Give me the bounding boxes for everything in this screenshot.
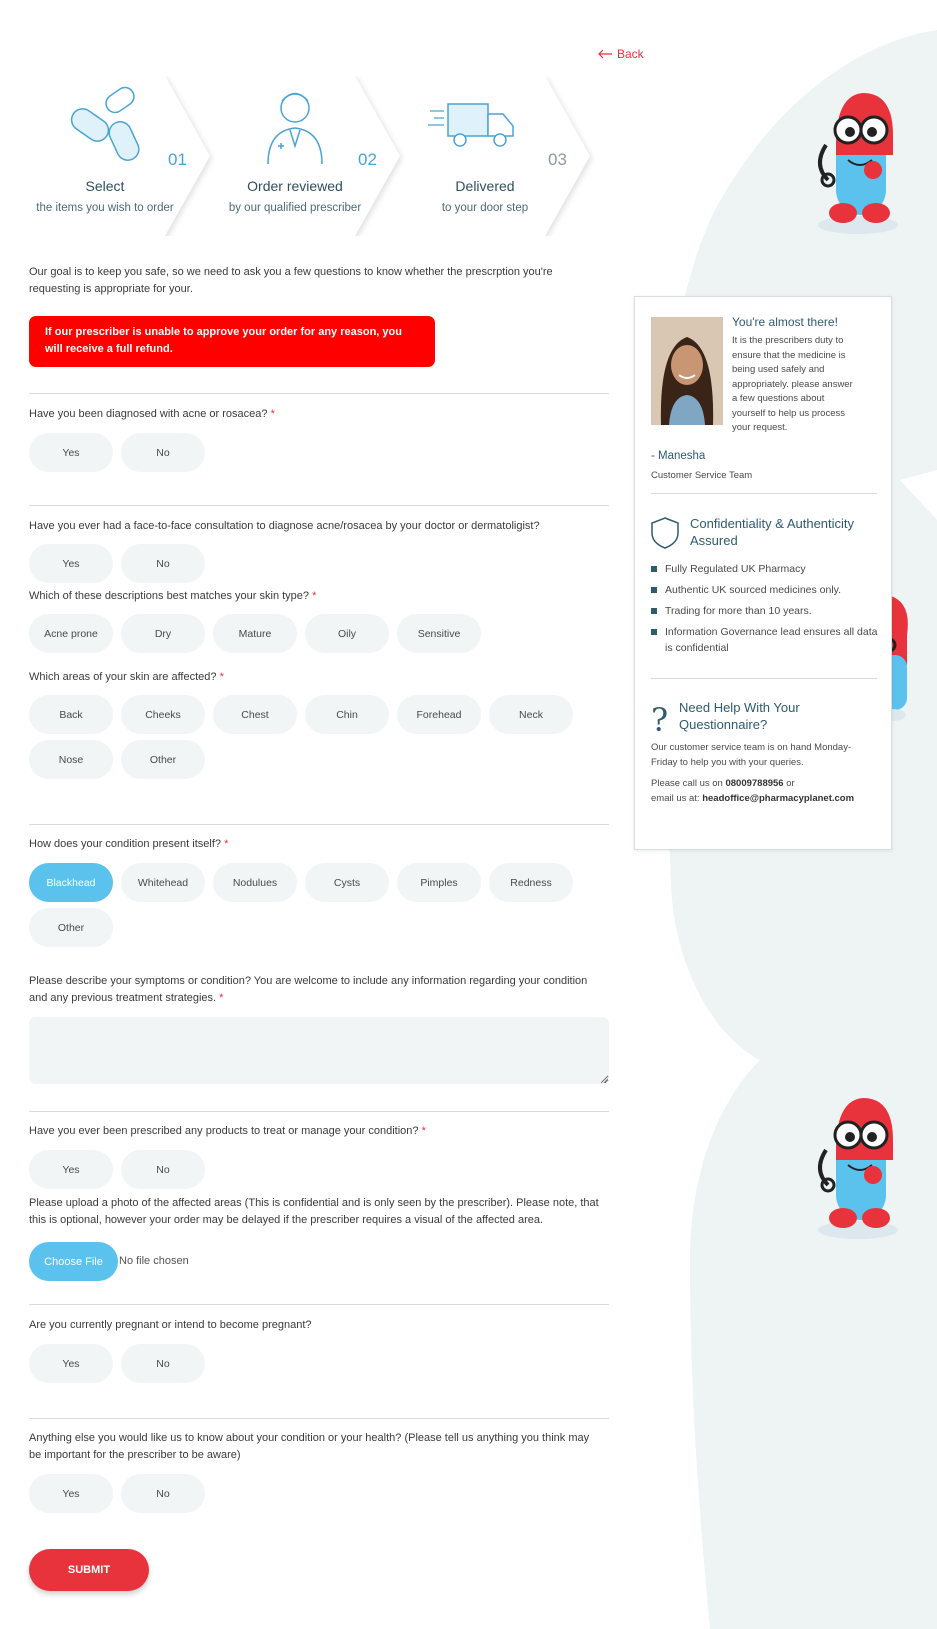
option-other[interactable]: Other xyxy=(29,908,113,947)
step-subtitle: to your door step xyxy=(441,202,529,214)
divider xyxy=(29,1418,609,1419)
contact-info: Please call us on 08009788956 or email us at: headoffice@pharmacyplanet.com xyxy=(651,778,855,804)
step-number: 03 xyxy=(548,150,567,169)
step-title: Order reviewed xyxy=(247,178,343,194)
options-prescribed xyxy=(29,1150,589,1189)
step-subtitle: by our qualified prescriber xyxy=(228,202,362,214)
agent-photo xyxy=(651,317,723,425)
divider xyxy=(29,824,609,825)
choose-file-button[interactable]: Choose File xyxy=(29,1242,118,1281)
option-redness[interactable]: Redness xyxy=(489,863,573,902)
options-diagnosed xyxy=(29,433,589,472)
step-number: 02 xyxy=(358,150,377,169)
list-item: Authentic UK sourced medicines only. xyxy=(651,582,879,598)
file-status: No file chosen xyxy=(119,1255,189,1267)
arrow-left-icon xyxy=(597,49,613,59)
back-label: Back xyxy=(617,47,644,61)
question-consultation: Have you ever had a face-to-face consultation to diagnose acne/rosacea by your doctor or dermatoligist? xyxy=(29,520,540,532)
symptoms-textarea[interactable] xyxy=(29,1017,609,1084)
option-yes[interactable]: Yes xyxy=(29,1150,113,1189)
list-item: Information Governance lead ensures all data is confidential xyxy=(651,624,879,656)
assurance-list xyxy=(651,561,879,661)
options-presentation xyxy=(29,863,589,947)
mascot-doctor-top xyxy=(808,85,908,235)
option-acne-prone[interactable]: Acne prone xyxy=(29,614,113,653)
options-areas xyxy=(29,695,589,779)
question-mark-icon: ? xyxy=(651,701,669,739)
option-no[interactable]: No xyxy=(121,1150,205,1189)
question-pregnant: Are you currently pregnant or intend to become pregnant? xyxy=(29,1319,312,1331)
help-sidebar xyxy=(634,296,892,850)
option-chest[interactable]: Chest xyxy=(213,695,297,734)
order-steps xyxy=(30,76,605,236)
list-item: Fully Regulated UK Pharmacy xyxy=(651,561,879,577)
confidentiality-heading: Confidentiality & Authenticity Assured xyxy=(690,516,855,548)
question-prescribed: Have you ever been prescribed any products to treat or manage your condition? * xyxy=(29,1125,426,1137)
intro-text: Our goal is to keep you safe, so we need to ask you a few questions to know whether the prescrption you're requesting is appropriate for your. xyxy=(29,266,553,295)
option-neck[interactable]: Neck xyxy=(489,695,573,734)
step-subtitle: the items you wish to order xyxy=(36,202,174,214)
divider xyxy=(29,1304,609,1305)
sidebar-quote: It is the prescribers duty to ensure that the medicine is being used safely and appropriately. please answer a few questions about yourself to help us process your request. xyxy=(732,335,853,433)
option-whitehead[interactable]: Whitehead xyxy=(121,863,205,902)
pills-icon xyxy=(65,86,155,166)
option-blackhead[interactable]: Blackhead xyxy=(29,863,113,902)
shield-icon xyxy=(651,517,679,549)
divider xyxy=(29,505,609,506)
option-yes[interactable]: Yes xyxy=(29,544,113,583)
phone-link[interactable]: 08009788956 xyxy=(725,778,784,789)
option-no[interactable]: No xyxy=(121,1344,205,1383)
option-cysts[interactable]: Cysts xyxy=(305,863,389,902)
option-no[interactable]: No xyxy=(121,433,205,472)
question-diagnosed: Have you been diagnosed with acne or rosacea? * xyxy=(29,408,275,420)
step-title: Delivered xyxy=(455,178,515,194)
question-upload-photo: Please upload a photo of the affected areas (This is confidential and is only seen by the prescriber). Please note, that this is optional, however your order may be delayed if the prescriber requires a visual of the affected area. xyxy=(29,1197,599,1226)
option-forehead[interactable]: Forehead xyxy=(397,695,481,734)
submit-button[interactable]: SUBMIT xyxy=(29,1549,149,1591)
options-consultation xyxy=(29,544,589,583)
help-heading: Need Help With Your Questionnaire? xyxy=(679,700,800,732)
option-chin[interactable]: Chin xyxy=(305,695,389,734)
question-presentation: How does your condition present itself? * xyxy=(29,838,229,850)
resize-grip-icon[interactable] xyxy=(601,1076,608,1083)
delivery-truck-icon xyxy=(428,96,518,156)
option-dry[interactable]: Dry xyxy=(121,614,205,653)
option-yes[interactable]: Yes xyxy=(29,1344,113,1383)
back-link[interactable] xyxy=(597,47,644,61)
question-skin-type: Which of these descriptions best matches your skin type? * xyxy=(29,590,317,602)
email-link[interactable]: headoffice@pharmacyplanet.com xyxy=(702,792,855,804)
option-no[interactable]: No xyxy=(121,544,205,583)
list-item: Trading for more than 10 years. xyxy=(651,603,879,619)
sidebar-team: Customer Service Team xyxy=(651,470,753,481)
divider xyxy=(29,393,609,394)
question-anything-else: Anything else you would like us to know about your condition or your health? (Please tell us anything you think may be important for the prescriber to be aware) xyxy=(29,1432,590,1461)
question-describe: Please describe your symptoms or condition? You are welcome to include any information regarding your condition and any previous treatment strategies. * xyxy=(29,975,588,1004)
sidebar-signature: - Manesha xyxy=(651,450,706,462)
step-title: Select xyxy=(85,178,125,194)
prescriber-icon xyxy=(260,86,330,166)
option-no[interactable]: No xyxy=(121,1474,205,1513)
option-pimples[interactable]: Pimples xyxy=(397,863,481,902)
option-oily[interactable]: Oily xyxy=(305,614,389,653)
option-back[interactable]: Back xyxy=(29,695,113,734)
help-text: Our customer service team is on hand Monday-Friday to help you with your queries. xyxy=(651,742,852,768)
mascot-doctor-bottom xyxy=(808,1090,908,1240)
options-anything-else xyxy=(29,1474,589,1513)
option-cheeks[interactable]: Cheeks xyxy=(121,695,205,734)
refund-alert: If our prescriber is unable to approve your order for any reason, you will receive a full refund. xyxy=(29,316,435,367)
option-nodulues[interactable]: Nodulues xyxy=(213,863,297,902)
step-delivered xyxy=(410,76,595,236)
options-skin-type xyxy=(29,614,589,653)
step-order-reviewed xyxy=(220,76,405,236)
step-number: 01 xyxy=(168,150,187,169)
divider xyxy=(651,493,877,494)
option-yes[interactable]: Yes xyxy=(29,1474,113,1513)
divider xyxy=(651,678,877,679)
option-sensitive[interactable]: Sensitive xyxy=(397,614,481,653)
option-other[interactable]: Other xyxy=(121,740,205,779)
option-nose[interactable]: Nose xyxy=(29,740,113,779)
step-select xyxy=(30,76,215,236)
option-mature[interactable]: Mature xyxy=(213,614,297,653)
divider xyxy=(29,1111,609,1112)
options-pregnant xyxy=(29,1344,589,1383)
option-yes[interactable]: Yes xyxy=(29,433,113,472)
sidebar-heading: You're almost there! xyxy=(732,315,838,329)
question-areas: Which areas of your skin are affected? * xyxy=(29,671,224,683)
